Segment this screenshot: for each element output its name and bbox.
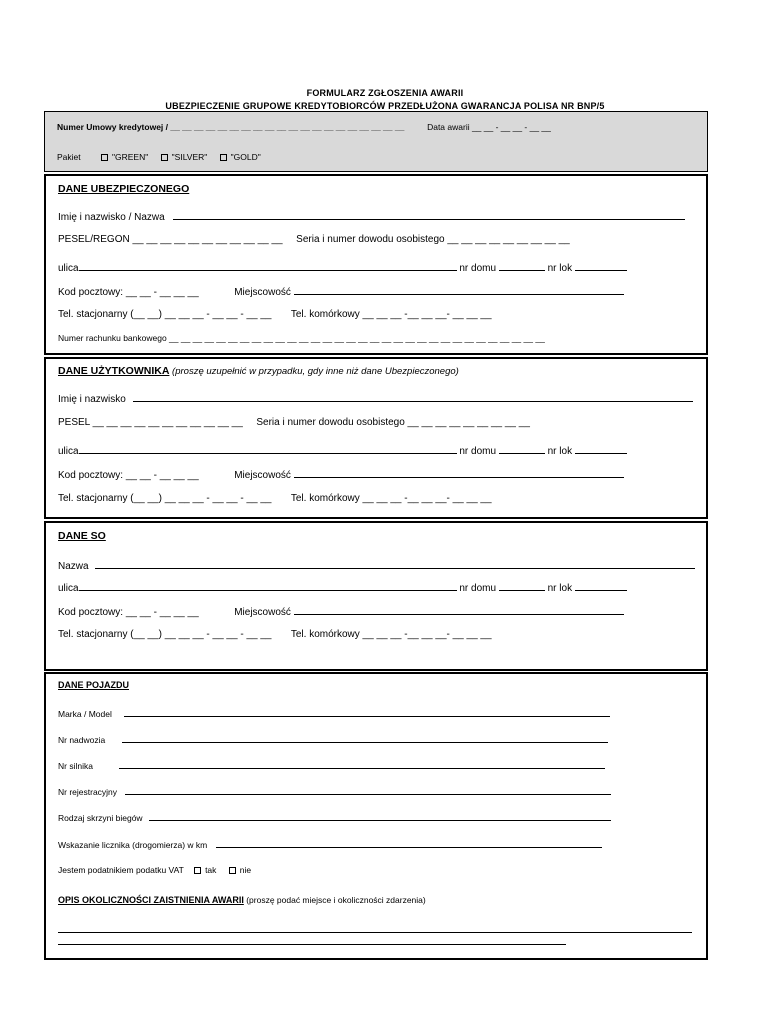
insured-flat-input[interactable] <box>575 262 627 271</box>
vehicle-vin-row <box>58 734 608 745</box>
vehicle-mileage-label: Wskazanie licznika (drogomierza) w km <box>58 840 208 850</box>
vehicle-reg-row <box>58 786 611 797</box>
insured-phone-field[interactable]: Tel. stacjonarny (__ __) __ __ __ - __ __ - __ __ <box>58 309 272 320</box>
user-phone-field[interactable]: Tel. stacjonarny (__ __) __ __ __ - __ __ - __ __ <box>58 493 272 504</box>
so-name-input[interactable] <box>95 560 695 569</box>
insured-name-row <box>58 211 685 223</box>
vat-no-label: nie <box>239 865 252 875</box>
insured-name-input[interactable] <box>173 211 685 220</box>
contract-row <box>57 122 551 132</box>
insured-section <box>44 174 708 355</box>
insured-phone-row <box>58 309 492 320</box>
user-street-label: ulica <box>58 446 79 457</box>
form-title: FORMULARZ ZGŁOSZENIA AWARII <box>306 88 464 98</box>
user-mobile-field[interactable]: Tel. komórkowy __ __ __ -__ __ __- __ __ __ <box>290 493 492 504</box>
vehicle-mileage-input[interactable] <box>216 839 602 848</box>
so-title: DANE SO <box>58 530 106 542</box>
user-phone-row <box>58 493 492 504</box>
failure-date-field[interactable]: Data awarii __ __ - __ __ - __ __ <box>427 122 551 132</box>
user-street-input[interactable] <box>79 445 457 454</box>
vehicle-reg-input[interactable] <box>125 786 611 795</box>
package-label: Pakiet <box>57 152 81 162</box>
vat-yes-checkbox[interactable] <box>194 867 201 874</box>
circumstances-line-1-rule <box>58 924 692 933</box>
user-flat-input[interactable] <box>575 445 627 454</box>
vat-no-checkbox[interactable] <box>229 867 236 874</box>
user-title-row <box>58 365 459 377</box>
vehicle-vat-row <box>58 865 251 875</box>
user-flat-label: nr lok <box>547 446 573 457</box>
insured-house-label: nr domu <box>459 263 497 274</box>
vehicle-make-row <box>58 708 610 719</box>
so-name-row <box>58 560 695 572</box>
vehicle-vat-label: Jestem podatnikiem podatku VAT <box>58 865 184 875</box>
insured-street-row <box>58 262 627 274</box>
so-house-label: nr domu <box>459 583 497 594</box>
circumstances-line-1[interactable] <box>58 924 692 936</box>
insured-flat-label: nr lok <box>547 263 573 274</box>
vehicle-mileage-row <box>58 839 602 850</box>
form-subtitle: UBEZPIECZENIE GRUPOWE KREDYTOBIORCÓW PRZEDŁUŻONA GWARANCJA POLISA NR BNP/5 <box>165 101 605 111</box>
so-city-label: Miejscowość <box>234 607 291 618</box>
vehicle-engine-row <box>58 760 605 771</box>
green-checkbox[interactable] <box>101 154 108 161</box>
so-postal-field[interactable]: Kod pocztowy: __ __ - __ __ __ <box>58 607 199 618</box>
package-row <box>57 152 261 162</box>
vat-yes-label: tak <box>205 865 217 875</box>
vehicle-vin-input[interactable] <box>122 734 608 743</box>
insured-postal-row <box>58 286 624 298</box>
user-postal-field[interactable]: Kod pocztowy: __ __ - __ __ __ <box>58 470 199 481</box>
contract-number-field[interactable]: Numer Umowy kredytowej / __ __ __ __ __ __ __ __ __ __ __ __ __ __ __ __ __ __ __ __ <box>57 122 405 132</box>
insured-title: DANE UBEZPIECZONEGO <box>58 183 190 195</box>
circumstances-line-2[interactable] <box>58 936 566 948</box>
vehicle-section <box>44 672 708 960</box>
so-flat-label: nr lok <box>547 583 573 594</box>
insured-postal-field[interactable]: Kod pocztowy: __ __ - __ __ __ <box>58 287 199 298</box>
so-street-row <box>58 582 627 594</box>
gold-checkbox[interactable] <box>220 154 227 161</box>
user-title: DANE UŻYTKOWNIKA <box>58 365 170 377</box>
insured-name-label: Imię i nazwisko / Nazwa <box>58 212 165 223</box>
vehicle-gearbox-label: Rodzaj skrzyni biegów <box>58 813 143 823</box>
circumstances-note: (proszę podać miejsce i okoliczności zdarzenia) <box>243 895 426 905</box>
circumstances-title: OPIS OKOLICZNOŚCI ZAISTNIENIA AWARII <box>58 895 244 905</box>
insured-account-field[interactable]: Numer rachunku bankowego __ __ __ __ __ __ __ __ __ __ __ __ __ __ __ __ __ __ __ __ __ __ __ __ __ __ __ __ __ __ __ __ <box>58 333 545 343</box>
user-pesel-row <box>58 417 530 428</box>
insured-city-label: Miejscowość <box>234 287 291 298</box>
insured-pesel-field[interactable]: PESEL/REGON __ __ __ __ __ __ __ __ __ __ __ <box>58 234 283 245</box>
so-section <box>44 521 708 671</box>
so-mobile-field[interactable]: Tel. komórkowy __ __ __ -__ __ __- __ __ __ <box>290 629 492 640</box>
user-name-input[interactable] <box>133 393 693 402</box>
so-city-input[interactable] <box>294 606 624 615</box>
user-name-row <box>58 393 693 405</box>
insured-pesel-row <box>58 234 570 245</box>
user-note: (proszę uzupełnić w przypadku, gdy inne niż dane Ubezpieczonego) <box>169 366 459 377</box>
so-street-input[interactable] <box>79 582 457 591</box>
vehicle-vin-label: Nr nadwozia <box>58 735 106 745</box>
user-city-label: Miejscowość <box>234 470 291 481</box>
so-name-label: Nazwa <box>58 561 89 572</box>
user-house-label: nr domu <box>459 446 497 457</box>
user-id-field[interactable]: Seria i numer dowodu osobistego __ __ __ __ __ __ __ __ __ <box>256 417 530 428</box>
insured-id-field[interactable]: Seria i numer dowodu osobistego __ __ __ __ __ __ __ __ __ <box>296 234 570 245</box>
vehicle-engine-label: Nr silnika <box>58 761 93 771</box>
user-city-input[interactable] <box>294 469 624 478</box>
so-house-input[interactable] <box>499 582 545 591</box>
so-phone-row <box>58 629 492 640</box>
vehicle-make-label: Marka / Model <box>58 709 112 719</box>
insured-house-input[interactable] <box>499 262 545 271</box>
gold-option-label: "GOLD" <box>230 152 261 162</box>
user-section <box>44 357 708 519</box>
so-postal-row <box>58 606 624 618</box>
user-pesel-field[interactable]: PESEL __ __ __ __ __ __ __ __ __ __ __ <box>58 417 243 428</box>
vehicle-make-input[interactable] <box>124 708 610 717</box>
user-street-row <box>58 445 627 457</box>
insured-street-label: ulica <box>58 263 79 274</box>
silver-option-label: "SILVER" <box>171 152 208 162</box>
insured-mobile-field[interactable]: Tel. komórkowy __ __ __ -__ __ __- __ __ __ <box>290 309 492 320</box>
so-phone-field[interactable]: Tel. stacjonarny (__ __) __ __ __ - __ __ - __ __ <box>58 629 272 640</box>
so-street-label: ulica <box>58 583 79 594</box>
so-flat-input[interactable] <box>575 582 627 591</box>
contract-section <box>44 111 708 172</box>
vehicle-gearbox-input[interactable] <box>149 812 611 821</box>
circumstances-title-row <box>58 895 426 906</box>
vehicle-reg-label: Nr rejestracyjny <box>58 787 118 797</box>
insured-city-input[interactable] <box>294 286 624 295</box>
insured-street-input[interactable] <box>79 262 457 271</box>
circumstances-line-2-rule <box>58 936 566 945</box>
user-name-label: Imię i nazwisko <box>58 394 126 405</box>
user-postal-row <box>58 469 624 481</box>
vehicle-gearbox-row <box>58 812 611 823</box>
silver-checkbox[interactable] <box>161 154 168 161</box>
user-house-input[interactable] <box>499 445 545 454</box>
vehicle-title: DANE POJAZDU <box>58 680 130 690</box>
vehicle-engine-input[interactable] <box>119 760 605 769</box>
green-option-label: "GREEN" <box>112 152 149 162</box>
